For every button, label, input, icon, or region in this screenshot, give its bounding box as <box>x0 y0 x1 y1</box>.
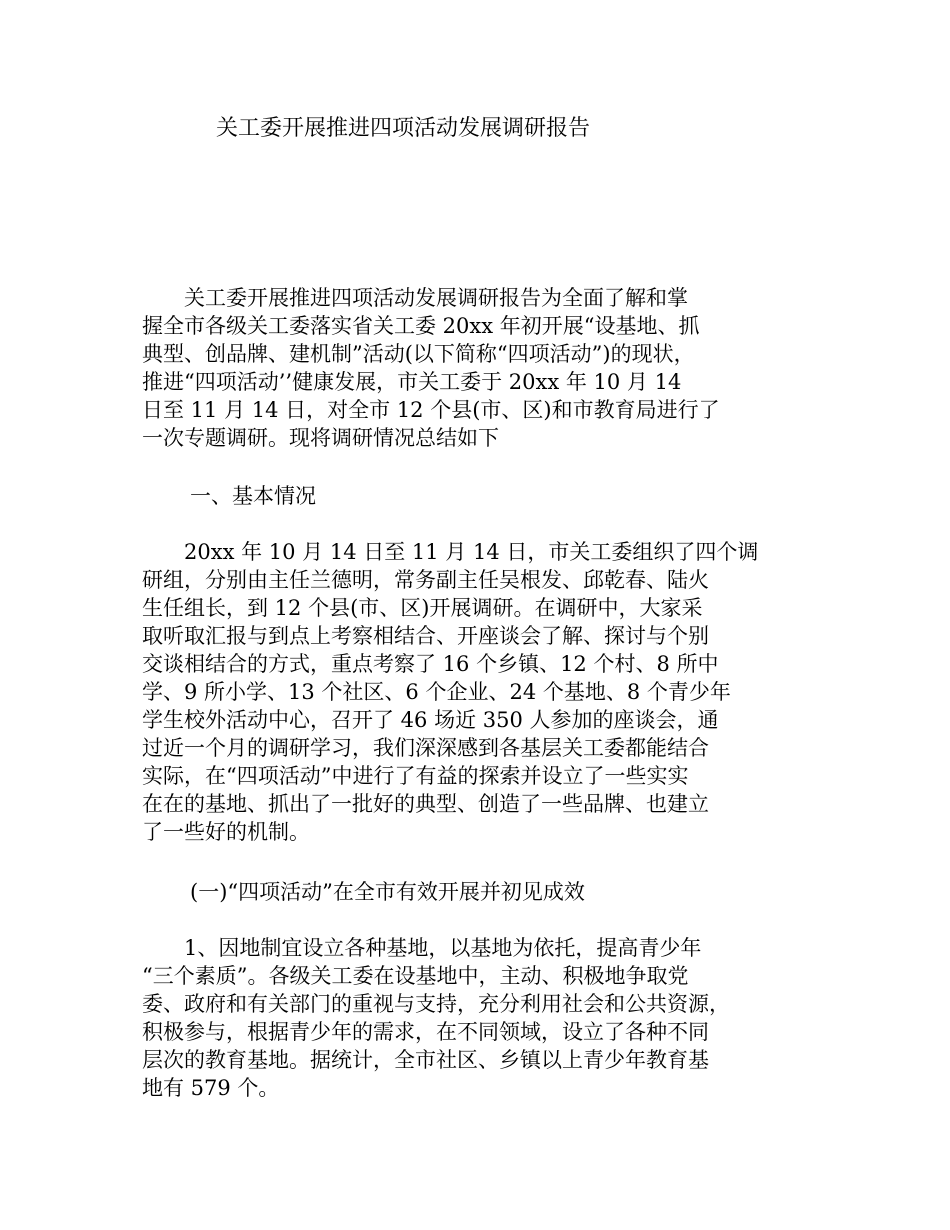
subsection1-line: 委、政府和有关部门的重视与支持，充分利用社会和公共资源， <box>142 992 730 1016</box>
intro-line: 握全市各级关工委落实省关工委 20xx 年初开展“设基地、抓 <box>142 314 700 338</box>
section1-line: 在在的基地、抓出了一批好的典型、创造了一些品牌、也建立 <box>142 792 709 816</box>
section1-line: 取听取汇报与到点上考察相结合、开座谈会了解、探讨与个别 <box>142 624 709 648</box>
document-title: 关工委开展推进四项活动发展调研报告 <box>216 116 591 141</box>
section1-line: 生任组长，到 12 个县(市、区)开展调研。在调研中，大家采 <box>142 596 703 620</box>
intro-line: 日至 11 月 14 日，对全市 12 个县(市、区)和市教育局进行了 <box>142 398 720 422</box>
section1-line: 了一些好的机制。 <box>142 820 310 844</box>
section1-line: 学生校外活动中心，召开了 46 场近 350 人参加的座谈会，通 <box>142 708 719 732</box>
subsection1-paragraph <box>142 934 822 1102</box>
section1-line: 过近一个月的调研学习，我们深深感到各基层关工委都能结合 <box>142 736 709 760</box>
subsection1-line: 1、因地制宜设立各种基地，以基地为依托，提高青少年 <box>142 936 702 960</box>
subsection1-line: 层次的教育基地。据统计，全市社区、乡镇以上青少年教育基 <box>142 1048 709 1072</box>
intro-line: 一次专题调研。现将调研情况总结如下 <box>142 426 499 450</box>
section1-line: 实际，在“四项活动”中进行了有益的探索并设立了一些实实 <box>142 764 689 788</box>
subsection1-line: “三个素质”。各级关工委在设基地中，主动、积极地争取党 <box>142 964 689 988</box>
intro-line: 推进“四项活动’’健康发展，市关工委于 20xx 年 10 月 14 <box>142 370 682 394</box>
subsection-heading-four-activities: (一)“四项活动”在全市有效开展并初见成效 <box>190 880 585 904</box>
section1-line: 交谈相结合的方式，重点考察了 16 个乡镇、12 个村、8 所中 <box>142 652 719 676</box>
section1-line: 研组，分别由主任兰德明，常务副主任吴根发、邱乾春、陆火 <box>142 568 709 592</box>
section-heading-basic: 一、基本情况 <box>190 484 316 508</box>
intro-paragraph <box>142 284 822 452</box>
section1-paragraph <box>142 538 822 846</box>
subsection1-line: 积极参与，根据青少年的需求，在不同领域，设立了各种不同 <box>142 1020 709 1044</box>
subsection1-line: 地有 579 个。 <box>142 1076 280 1100</box>
intro-line: 关工委开展推进四项活动发展调研报告为全面了解和掌 <box>142 286 688 310</box>
section1-line: 20xx 年 10 月 14 日至 11 月 14 日，市关工委组织了四个调 <box>142 540 759 564</box>
section1-line: 学、9 所小学、13 个社区、6 个企业、24 个基地、8 个青少年 <box>142 680 731 704</box>
intro-line: 典型、创品牌、建机制”活动(以下简称“四项活动”)的现状， <box>142 342 695 366</box>
